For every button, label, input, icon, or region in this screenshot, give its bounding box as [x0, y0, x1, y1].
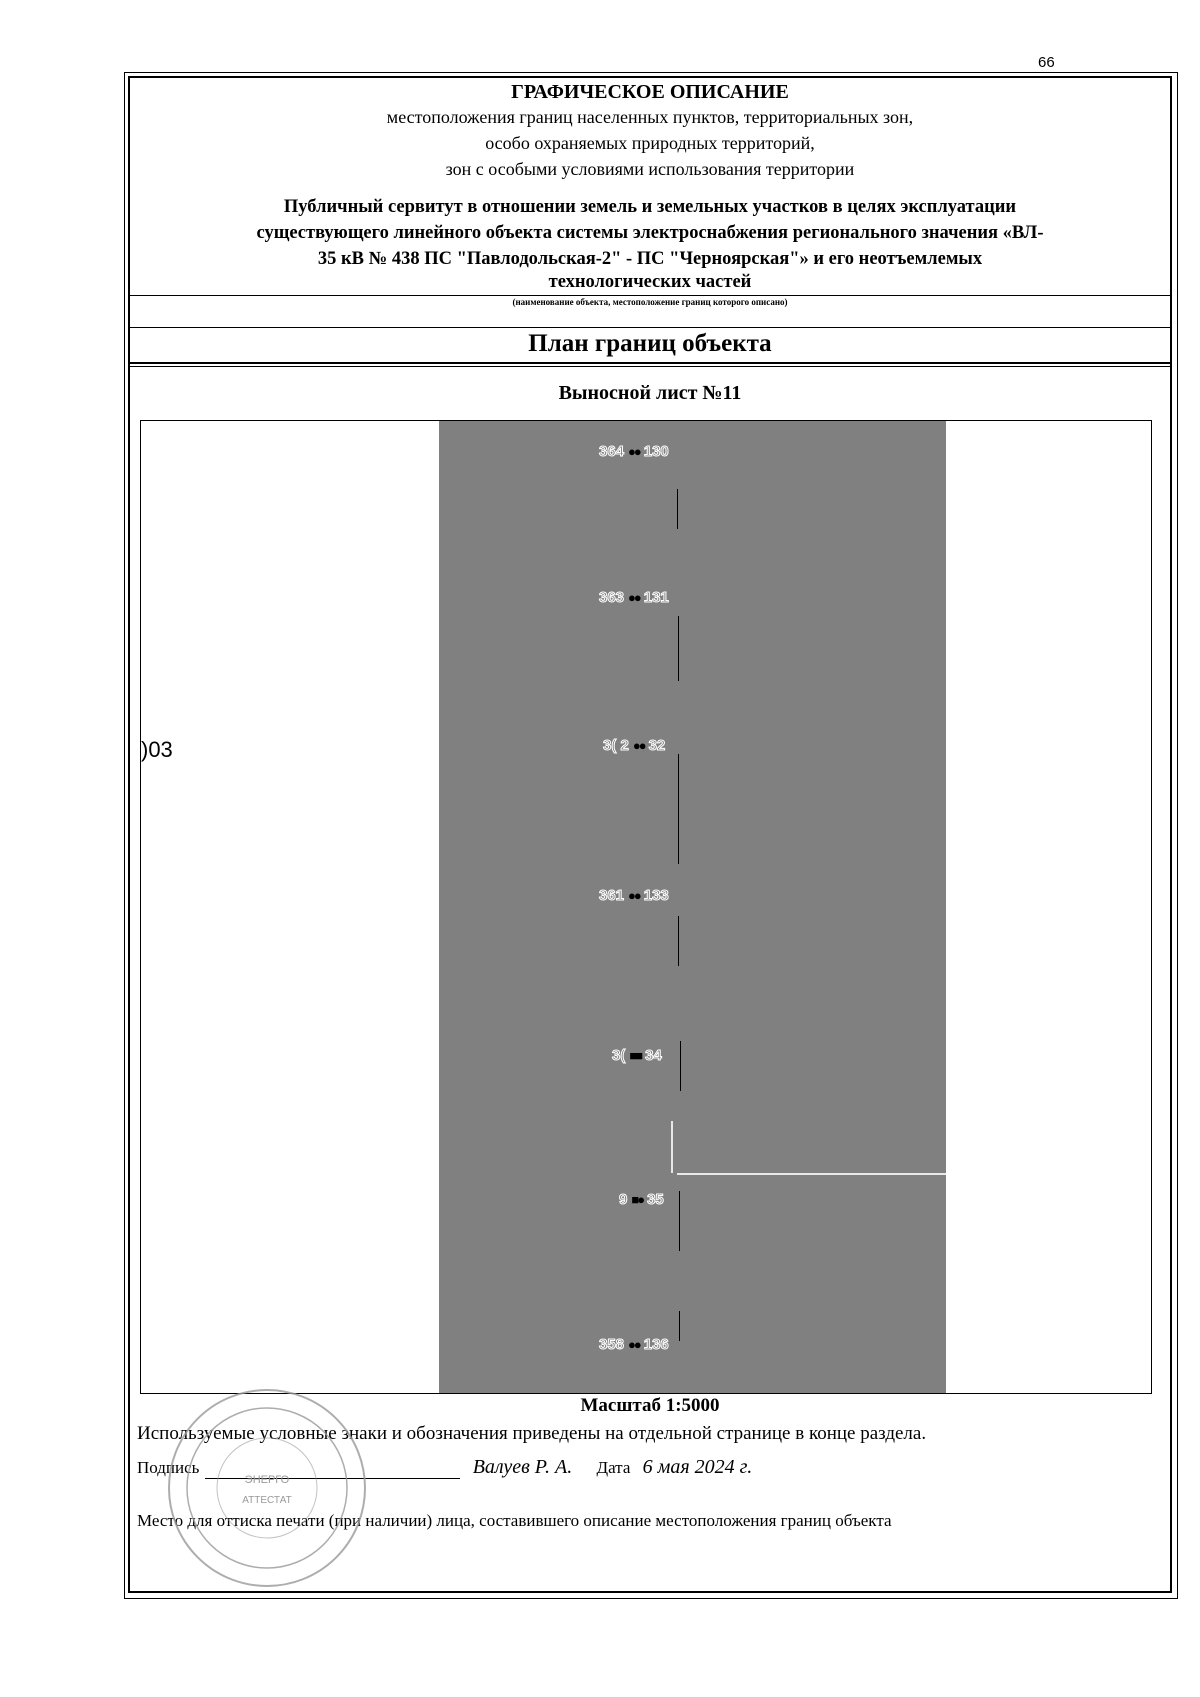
point-label-right: 32	[648, 737, 666, 754]
map-label-left: )03	[141, 737, 173, 762]
sheet-title: Выносной лист №11	[558, 382, 742, 404]
object-line-4: технологических частей	[548, 272, 752, 292]
point-marker: ●●	[628, 590, 640, 605]
seal-note: Место для оттиска печати (при наличии) лица, составившего описание местоположения границ объекта	[137, 1511, 892, 1530]
map-point	[599, 887, 669, 904]
boundary-line	[679, 1191, 680, 1251]
divider	[128, 327, 1172, 328]
point-label-right: 130	[643, 443, 669, 460]
map-image	[439, 421, 946, 1393]
subtitle-line-1: местоположения границ населенных пунктов, территориальных зон,	[386, 107, 914, 127]
scale-label: Масштаб 1:5000	[580, 1395, 720, 1416]
boundary-line	[679, 1311, 680, 1341]
point-marker: ●●	[628, 444, 640, 459]
document-title: ГРАФИЧЕСКОЕ ОПИСАНИЕ	[511, 81, 789, 103]
boundary-line	[678, 754, 679, 864]
point-label-left: 3( 2	[603, 737, 629, 754]
signer-name: Валуев Р. А.	[472, 1456, 573, 1478]
boundary-line	[680, 1041, 681, 1091]
map-point	[599, 589, 669, 606]
point-label-left: 363	[599, 589, 625, 606]
point-marker: ●●	[632, 738, 645, 753]
point-label-left: 3(	[612, 1047, 626, 1064]
map-point	[612, 1047, 662, 1064]
point-label-left: 361	[599, 887, 625, 904]
point-label-right: 34	[645, 1047, 662, 1064]
object-caption: (наименование объекта, местоположение границ которого описано)	[512, 297, 788, 307]
parcel-boundary	[671, 1121, 673, 1173]
stamp-text: ЭНЕРГО	[244, 1474, 290, 1486]
date-value: 6 мая 2024 г.	[642, 1456, 753, 1478]
object-line-1: Публичный сервитут в отношении земель и земельных участков в целях эксплуатации	[283, 197, 1017, 217]
object-name	[130, 194, 1170, 292]
stamp-text: АТТЕСТАТ	[242, 1495, 292, 1506]
boundary-line	[677, 489, 678, 529]
header-block	[130, 78, 1170, 292]
point-marker: ●●	[628, 1337, 640, 1352]
point-label-left: 364	[599, 443, 625, 460]
page-number: 66	[1038, 54, 1055, 71]
date-label: Дата	[596, 1458, 631, 1477]
divider	[128, 295, 1172, 296]
map-point	[619, 1191, 664, 1208]
object-line-2: существующего линейного объекта системы электроснабжения регионального значения «ВЛ-	[256, 223, 1044, 243]
point-label-right: 133	[643, 887, 669, 904]
legend-note: Используемые условные знаки и обозначения приведены на отдельной странице в конце раздела.	[137, 1423, 927, 1444]
point-marker: ●●	[628, 888, 640, 903]
signature-label: Подпись	[137, 1458, 200, 1477]
boundary-line	[678, 616, 679, 681]
point-marker: ■●	[631, 1192, 644, 1207]
point-marker: ■■	[629, 1048, 642, 1063]
point-label-left: 9	[619, 1191, 628, 1208]
point-label-right: 131	[643, 589, 669, 606]
divider	[128, 362, 1172, 364]
point-label-right: 136	[643, 1336, 669, 1353]
parcel-boundary	[677, 1173, 946, 1175]
point-label-right: 35	[647, 1191, 664, 1208]
point-label-left: 358	[599, 1336, 625, 1353]
map-point	[603, 737, 665, 754]
divider	[128, 366, 1172, 367]
subtitle-line-3: зон с особыми условиями использования территории	[445, 159, 855, 179]
map-point	[599, 443, 669, 460]
map-point	[599, 1336, 669, 1353]
boundary-line	[678, 916, 679, 966]
seal-stamp	[162, 1383, 372, 1593]
object-line-3: 35 кВ № 438 ПС "Павлодольская-2" - ПС "Черноярская"» и его неотъемлемых	[317, 249, 983, 269]
subtitle-line-2: особо охраняемых природных территорий,	[485, 133, 815, 153]
plan-title: План границ объекта	[528, 330, 772, 357]
